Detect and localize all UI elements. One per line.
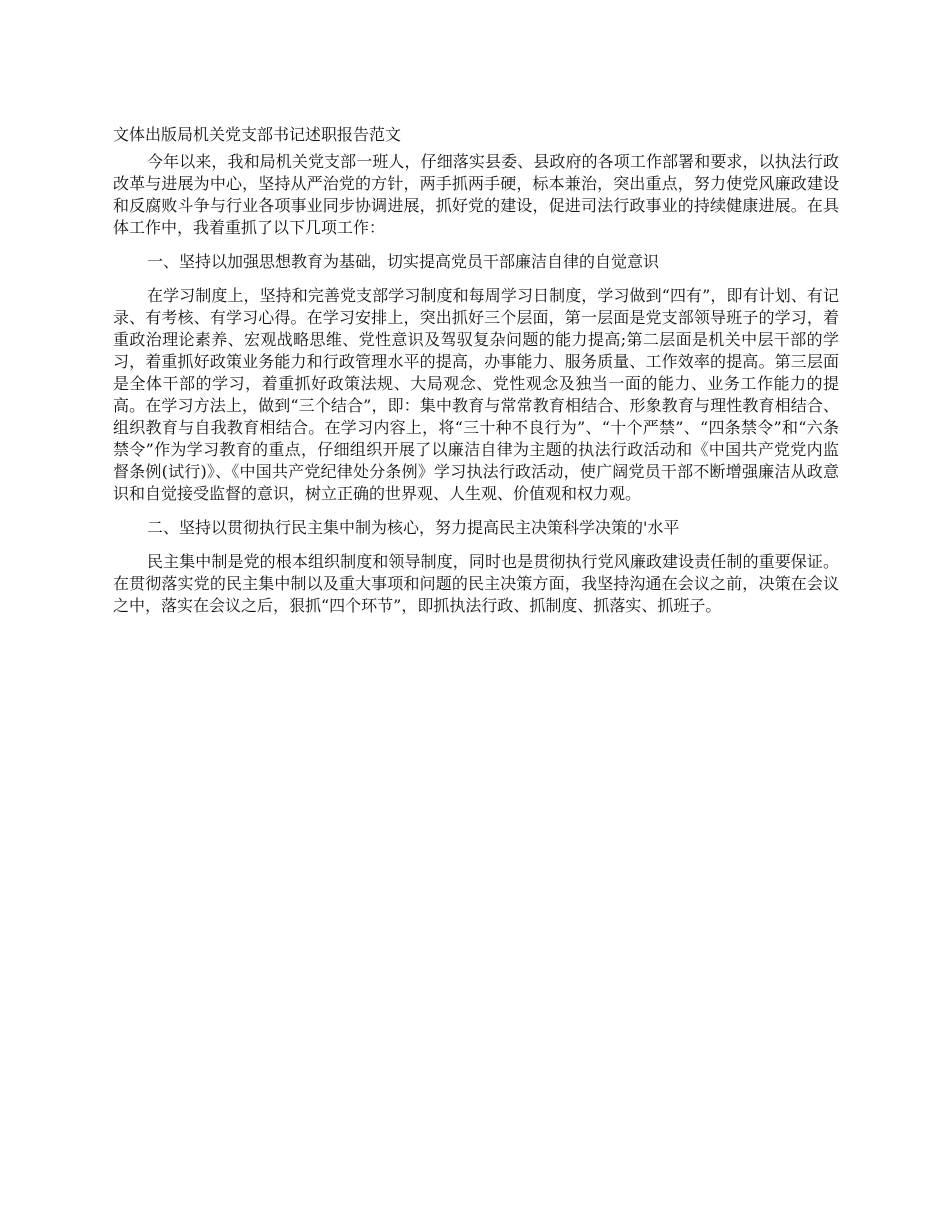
study-system-paragraph: 在学习制度上，坚持和完善党支部学习制度和每周学习日制度，学习做到“四有”，即有计划、有记录、有考核、有学习心得。在学习安排上，突出抓好三个层面，第一层面是党支部领导班子的学习，着重政治理论素养、宏观战略思维、党性意识及驾驭复杂问题的能力提高;第二层面是机关中层干部的学习，着重抓好政策业务能力和行政管理水平的提高，办事能力、服务质量、工作效率的提高。第三层面是全体干部的学习，着重抓好政策法规、大局观念、党性观念及独当一面的能力、业务工作能力的提高。在学习方法上，做到“三个结合”，即：集中教育与常常教育相结合、形象教育与理性教育相结合、组织教育与自我教育相结合。在学习内容上，将“三十种不良行为”、“十个严禁”、“四条禁令”和“六条禁令”作为学习教育的重点，仔细组织开展了以廉洁自律为主题的执法行政活动和《中国共产党党内监督条例(试行)》、《中国共产党纪律处分条例》学习执法行政活动，使广阔党员干部不断增强廉洁从政意识和自觉接受监督的意识，树立正确的世界观、人生观、价值观和权力观。 [113, 286, 839, 503]
section-heading-2: 二、坚持以贯彻执行民主集中制为核心，努力提高民主决策科学决策的'水平 [147, 518, 680, 537]
document-title: 文体出版局机关党支部书记述职报告范文 [113, 125, 402, 144]
section-heading-1: 一、坚持以加强思想教育为基础，切实提高党员干部廉洁自律的自觉意识 [147, 252, 660, 271]
document-page [113, 124, 839, 629]
democratic-centralism-paragraph: 民主集中制是党的根本组织制度和领导制度，同时也是贯彻执行党风廉政建设责任制的重要保证。在贯彻落实党的民主集中制以及重大事项和问题的民主决策方面，我坚持沟通在会议之前，决策在会议之中，落实在会议之后，狠抓“四个环节”，即抓执法行政、抓制度、抓落实、抓班子。 [113, 552, 839, 615]
intro-paragraph: 今年以来，我和局机关党支部一班人，仔细落实县委、县政府的各项工作部署和要求，以执法行政改革与进展为中心，坚持从严治党的方针，两手抓两手硬，标本兼治，突出重点，努力使党风廉政建设和反腐败斗争与行业各项事业同步协调进展，抓好党的建设，促进司法行政事业的持续健康进展。在具体工作中，我着重抓了以下几项工作： [113, 152, 839, 237]
